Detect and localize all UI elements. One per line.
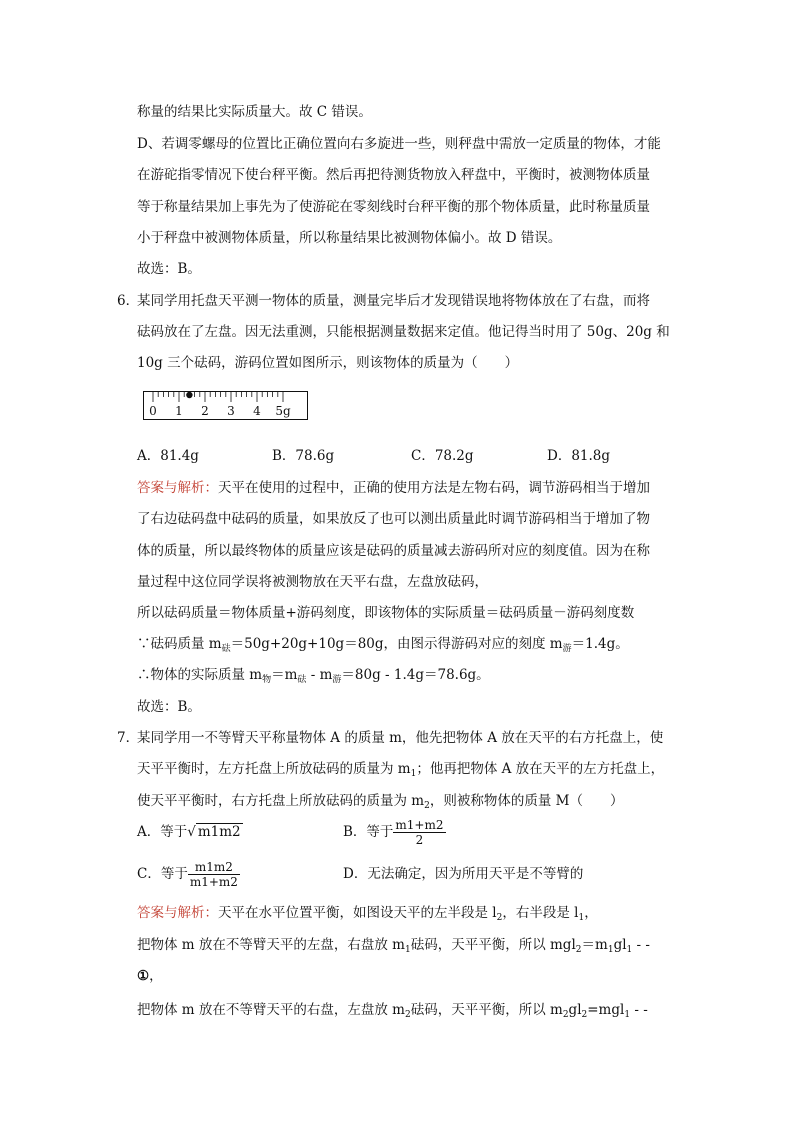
text-line: 在游砣指零情况下使台秤平衡。然后再把待测货物放入秤盘中，平衡时，被测物体质量 (137, 167, 650, 183)
rider-marker (186, 392, 192, 398)
scale-label: 4 (253, 404, 261, 418)
question-text: 10g 三个砝码，游码位置如图所示，则该物体的质量为（ ） (137, 355, 519, 371)
question-number: 7． (117, 730, 140, 746)
answer-line: 把物体 m 放在不等臂天平的右盘，左盘放 $m_2$砝码，天平平衡，所以 $m_2gl_2=mgl_1$ - - (137, 1002, 648, 1020)
scale-label: 0 (149, 404, 157, 418)
rider-scale-figure (143, 391, 309, 421)
scale-label: 5g (275, 404, 291, 418)
option-a[interactable]: A．81.4g (137, 448, 199, 464)
answer-line: ∴物体的实际质量 $m_物=m_砝 - m_游=80g - 1.4g=78.6g$。 (137, 667, 490, 685)
scale-label: 2 (201, 404, 209, 418)
option-c[interactable]: C．等于 $\frac{m1m2}{m1+m2}$ (137, 860, 238, 889)
answer-text: 天平在使用的过程中，正确的使用方法是左物右码，调节游码相当于增加 (218, 480, 650, 496)
answer-line: 所以砝码质量＝物体质量+游码刻度，即该物体的实际质量＝砝码质量－游码刻度数 (137, 605, 635, 621)
answer-line: 了右边砝码盘中砝码的质量，如果放反了也可以测出质量此时调节游码相当于增加了物 (137, 511, 650, 527)
question-text: 某同学用一不等臂天平称量物体 A 的质量 m，他先把物体 A 放在天平的右方托盘上，使 (137, 730, 664, 746)
question-text: 砝码放在了左盘。因无法重测，只能根据测量数据来定值。他记得当时用了 50g、20g 和 (137, 324, 670, 340)
question-text: 天平平衡时，左方托盘上所放砝码的质量为 $m_1$；他再把物体 A 放在天平的左方托盘上， (137, 761, 665, 779)
answer-label: 答案与解析： (137, 480, 218, 496)
question-number: 6． (117, 293, 140, 309)
option-b[interactable]: B．78.6g (272, 448, 335, 464)
option-d[interactable]: D．无法确定，因为所用天平是不等臂的 (343, 866, 584, 882)
text-line: 等于称量结果加上事先为了使游砣在零刻线时台秤平衡的那个物体质量，此时称量质量 (137, 199, 650, 215)
text-line: 小于秤盘中被测物体质量，所以称量结果比被测物体偏小。故 D 错误。 (137, 230, 562, 246)
answer-line: 故选：B。 (137, 699, 201, 715)
text-line: 故选：B。 (137, 261, 201, 277)
answer-line (137, 478, 650, 498)
scale-label: 1 (175, 404, 183, 418)
answer-line: 答案与解析：天平在水平位置平衡，如图设天平的左半段是 $l_2$，右半段是 $l_1$， (137, 905, 598, 923)
question-text: 使天平平衡时，右方托盘上所放砝码的质量为 $m_2$，则被称物体的质量 M（ ） (137, 793, 624, 811)
option-d[interactable]: D．81.8g (547, 448, 611, 464)
answer-label: 答案与解析： (137, 905, 218, 921)
question-text: 某同学用托盘天平测一物体的质量，测量完毕后才发现错误地将物体放在了右盘，而将 (137, 293, 650, 309)
text-line: 称量的结果比实际质量大。故 C 错误。 (137, 104, 372, 120)
option-b[interactable]: B．等于 $\frac{m1+m2}{2}$ (343, 818, 444, 847)
option-a[interactable]: A．等于√ m1m2 (137, 824, 241, 840)
answer-line: ∵砝码质量 $m_砝=50g+20g+10g=80g$，由图示得游码对应的刻度 $m_游=1.4g$。 (137, 636, 629, 654)
answer-line: 把物体 m 放在不等臂天平的左盘，右盘放 $m_1$砝码，天平平衡，所以 $mgl_2=m_1gl_1$ - - (137, 937, 650, 955)
answer-line: 量过程中这位同学误将被测物放在天平右盘，左盘放砝码， (137, 574, 488, 590)
option-c[interactable]: C．78.2g (411, 448, 474, 464)
scale-label: 3 (227, 404, 235, 418)
answer-line: 体的质量，所以最终物体的质量应该是砝码的质量减去游码所对应的刻度值。因为在称 (137, 543, 650, 559)
answer-line: ①， (137, 968, 163, 984)
text-line: D、若调零螺母的位置比正确位置向右多旋进一些，则秤盘中需放一定质量的物体，才能 (137, 136, 661, 152)
